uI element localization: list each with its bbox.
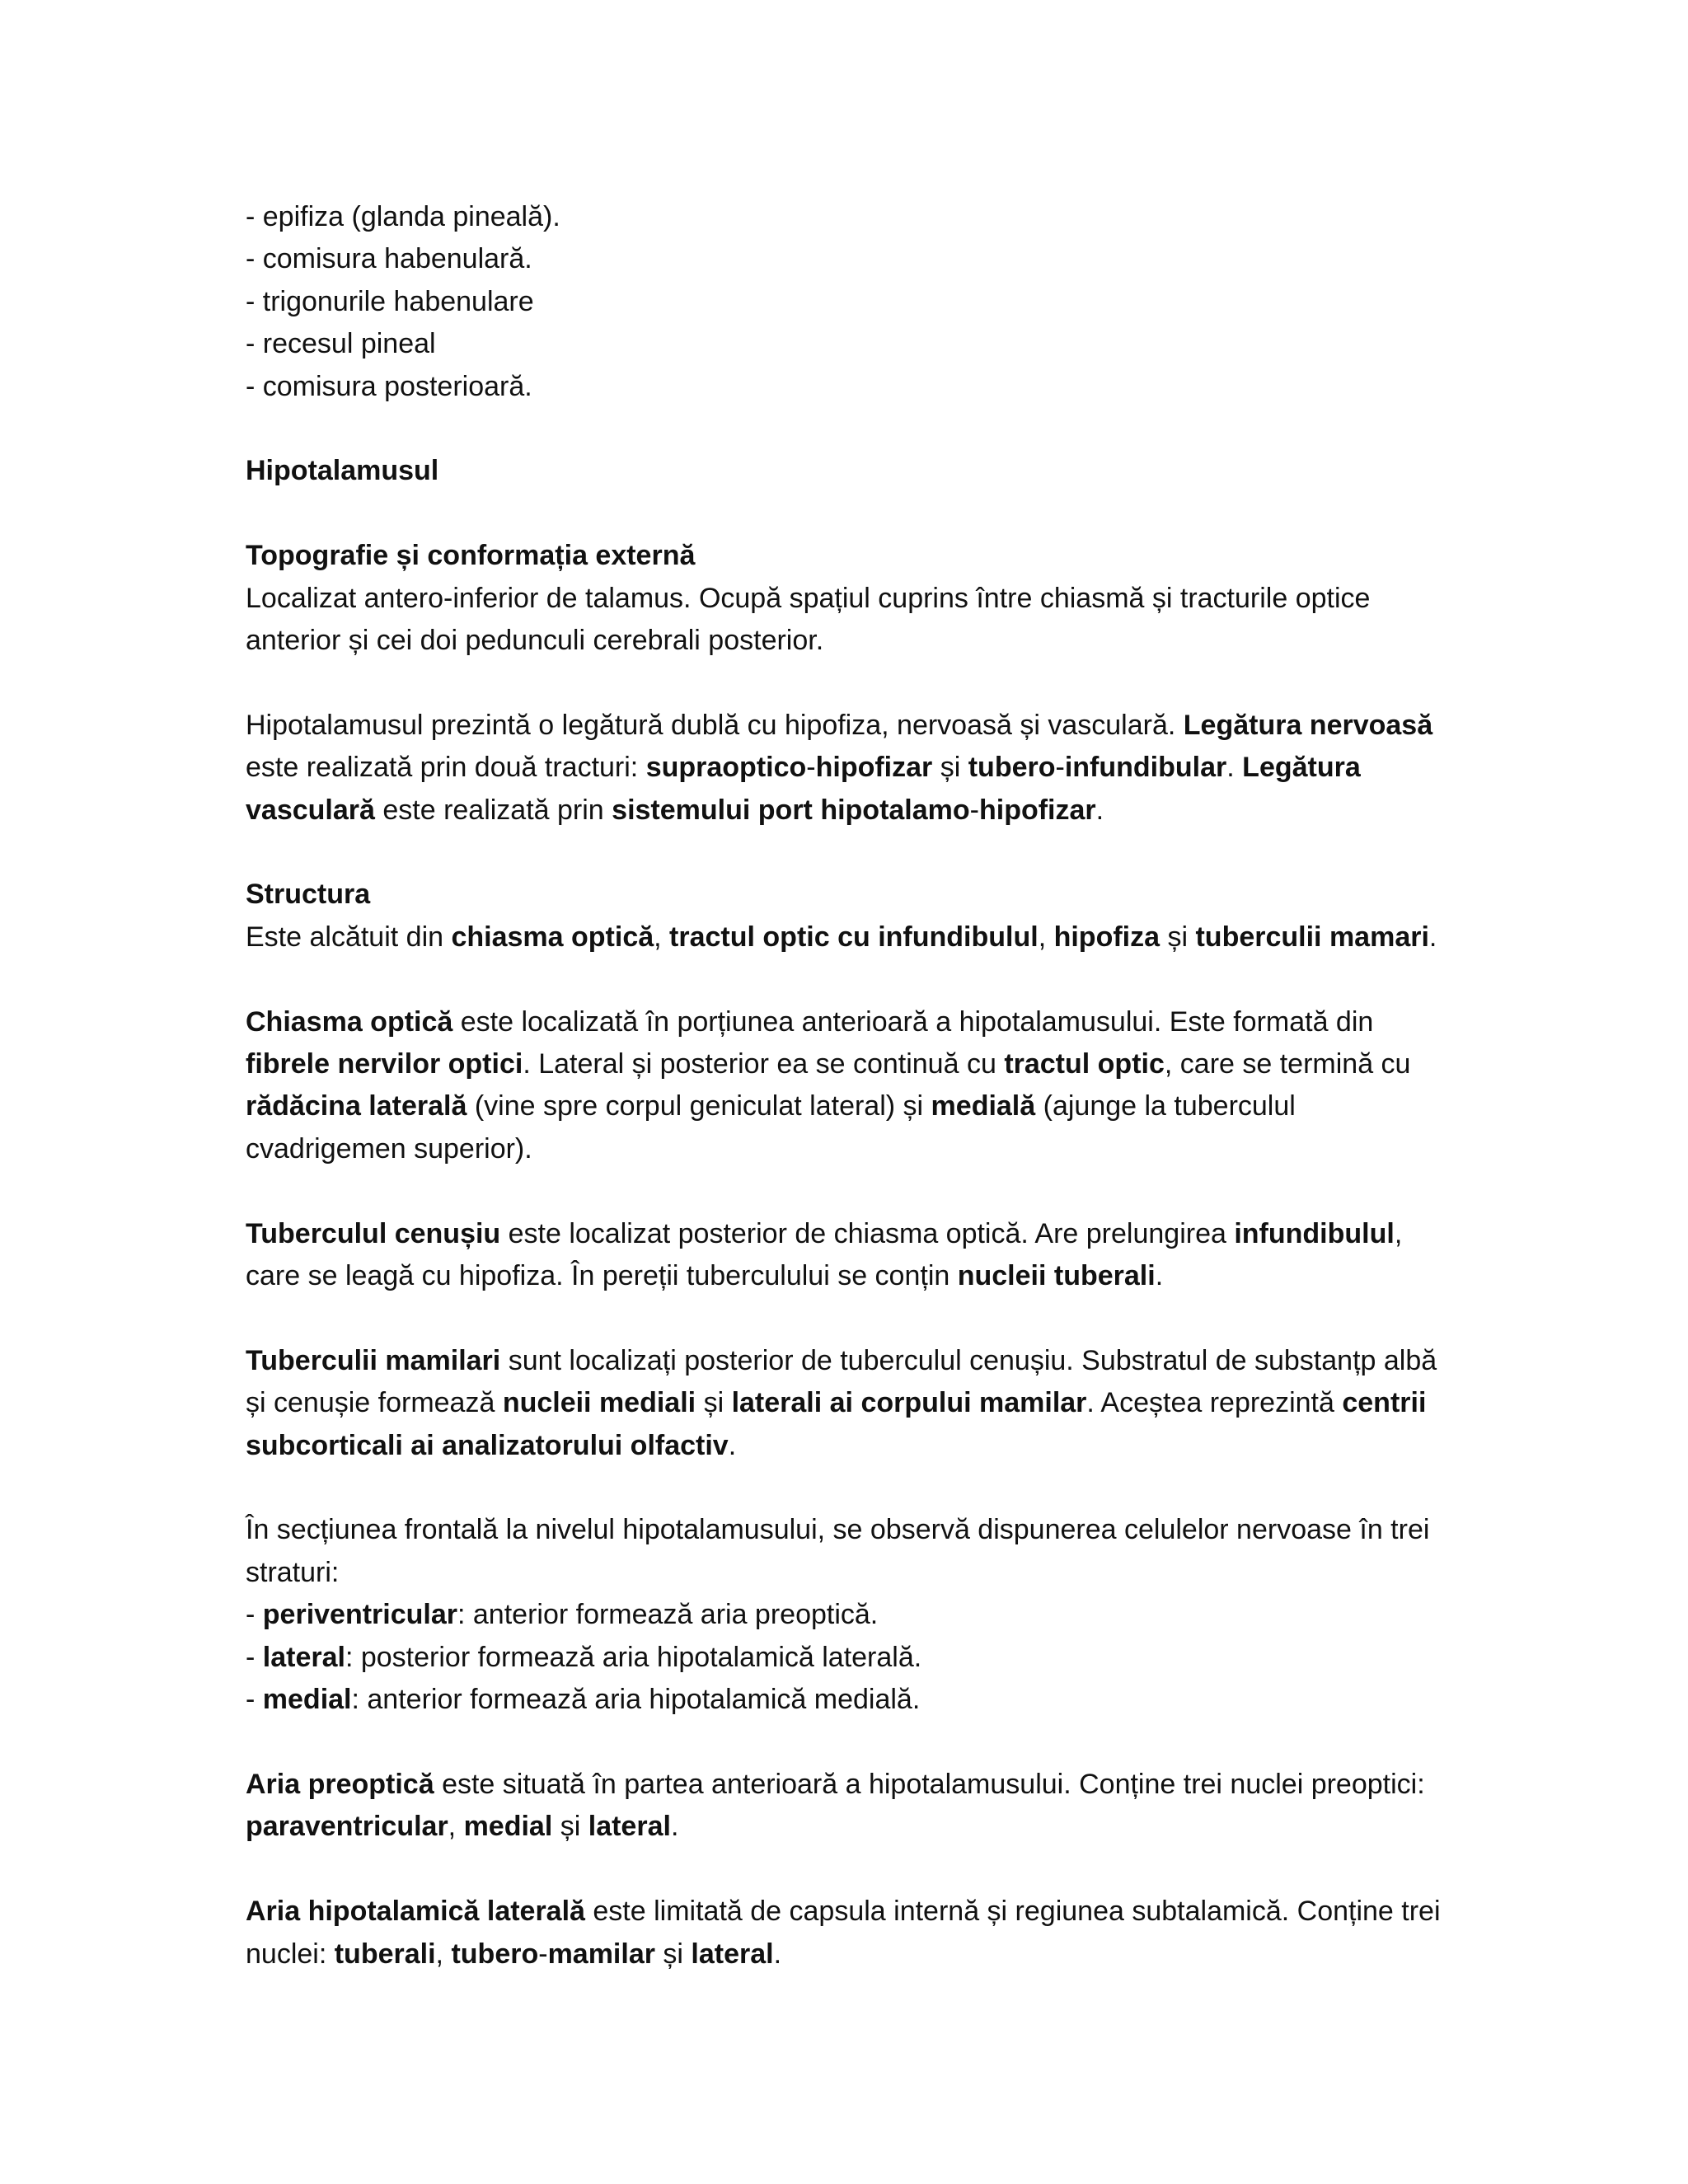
list-item: - trigonurile habenulare	[246, 285, 534, 317]
straturi-list	[246, 1594, 1449, 1721]
paragraph-tuberculul: Tuberculul cenușiu este localizat posterior de chiasma optică. Are prelungirea infundibulul, care se leagă cu hipofiza. În pereții tuberculului se conțin nucleii tuberali.	[246, 1217, 1403, 1292]
list-item: - epifiza (glanda pineală).	[246, 201, 560, 232]
document-page	[246, 196, 1449, 1975]
list-item: - recesul pineal	[246, 328, 436, 360]
list-item: - medial: anterior formează aria hipotalamică medială.	[246, 1684, 921, 1716]
list-item: - periventricular: anterior formează aria preoptică.	[246, 1599, 879, 1631]
list-item: - lateral: posterior formează aria hipotalamică laterală.	[246, 1641, 922, 1673]
paragraph-mamilari: Tuberculii mamilari sunt localizați posterior de tuberculul cenușiu. Substratul de substanțp albă și cenușie formează nucleii mediali și laterali ai corpului mamilar. Aceștea reprezintă centrii subcorticali ai analizatorului olfactiv.	[246, 1344, 1437, 1461]
paragraph-chiasma: Chiasma optică este localizată în porțiunea anterioară a hipotalamusului. Este formată din fibrele nervilor optici. Lateral și posterior ea se continuă cu tractul optic, care se termină cu rădăcina laterală (vine spre corpul geniculat lateral) și medială (ajunge la tuberculul cvadrigemen superior).	[246, 1005, 1411, 1165]
paragraph-preoptica: Aria preoptică este situată în partea anterioară a hipotalamusului. Conține trei nuclei preoptici: paraventricular, medial și lateral.	[246, 1768, 1425, 1843]
list-item: - comisura habenulară.	[246, 243, 532, 275]
pineal-list	[246, 196, 1449, 408]
heading-topografie: Topografie și conformația externă	[246, 540, 696, 572]
heading-hipotalamus: Hipotalamusul	[246, 455, 439, 487]
paragraph-localizat: Localizat antero-inferior de talamus. Ocupă spațiul cuprins între chiasmă și tracturile optice anterior și cei doi pedunculi cerebrali posterior.	[246, 582, 1371, 657]
paragraph-structura: Este alcătuit din chiasma optică, tractul optic cu infundibulul, hipofiza și tuberculii mamari.	[246, 921, 1437, 953]
paragraph-legatura: Hipotalamusul prezintă o legătură dublă cu hipofiza, nervoasă și vasculară. Legătura nervoasă este realizată prin două tracturi: supraoptico-hipofizar și tubero-infundibular. Legătura vasculară este realizată prin sistemului port hipotalamo-hipofizar.	[246, 709, 1433, 826]
paragraph-laterala: Aria hipotalamică laterală este limitată de capsula internă și regiunea subtalamică. Conține trei nuclei: tuberali, tubero-mamilar și lateral.	[246, 1896, 1441, 1970]
heading-structura: Structura	[246, 879, 371, 911]
paragraph-sectiunea: În secțiunea frontală la nivelul hipotalamusului, se observă dispunerea celulelor nervoase în trei straturi:	[246, 1514, 1430, 1588]
list-item: - comisura posterioară.	[246, 370, 532, 402]
